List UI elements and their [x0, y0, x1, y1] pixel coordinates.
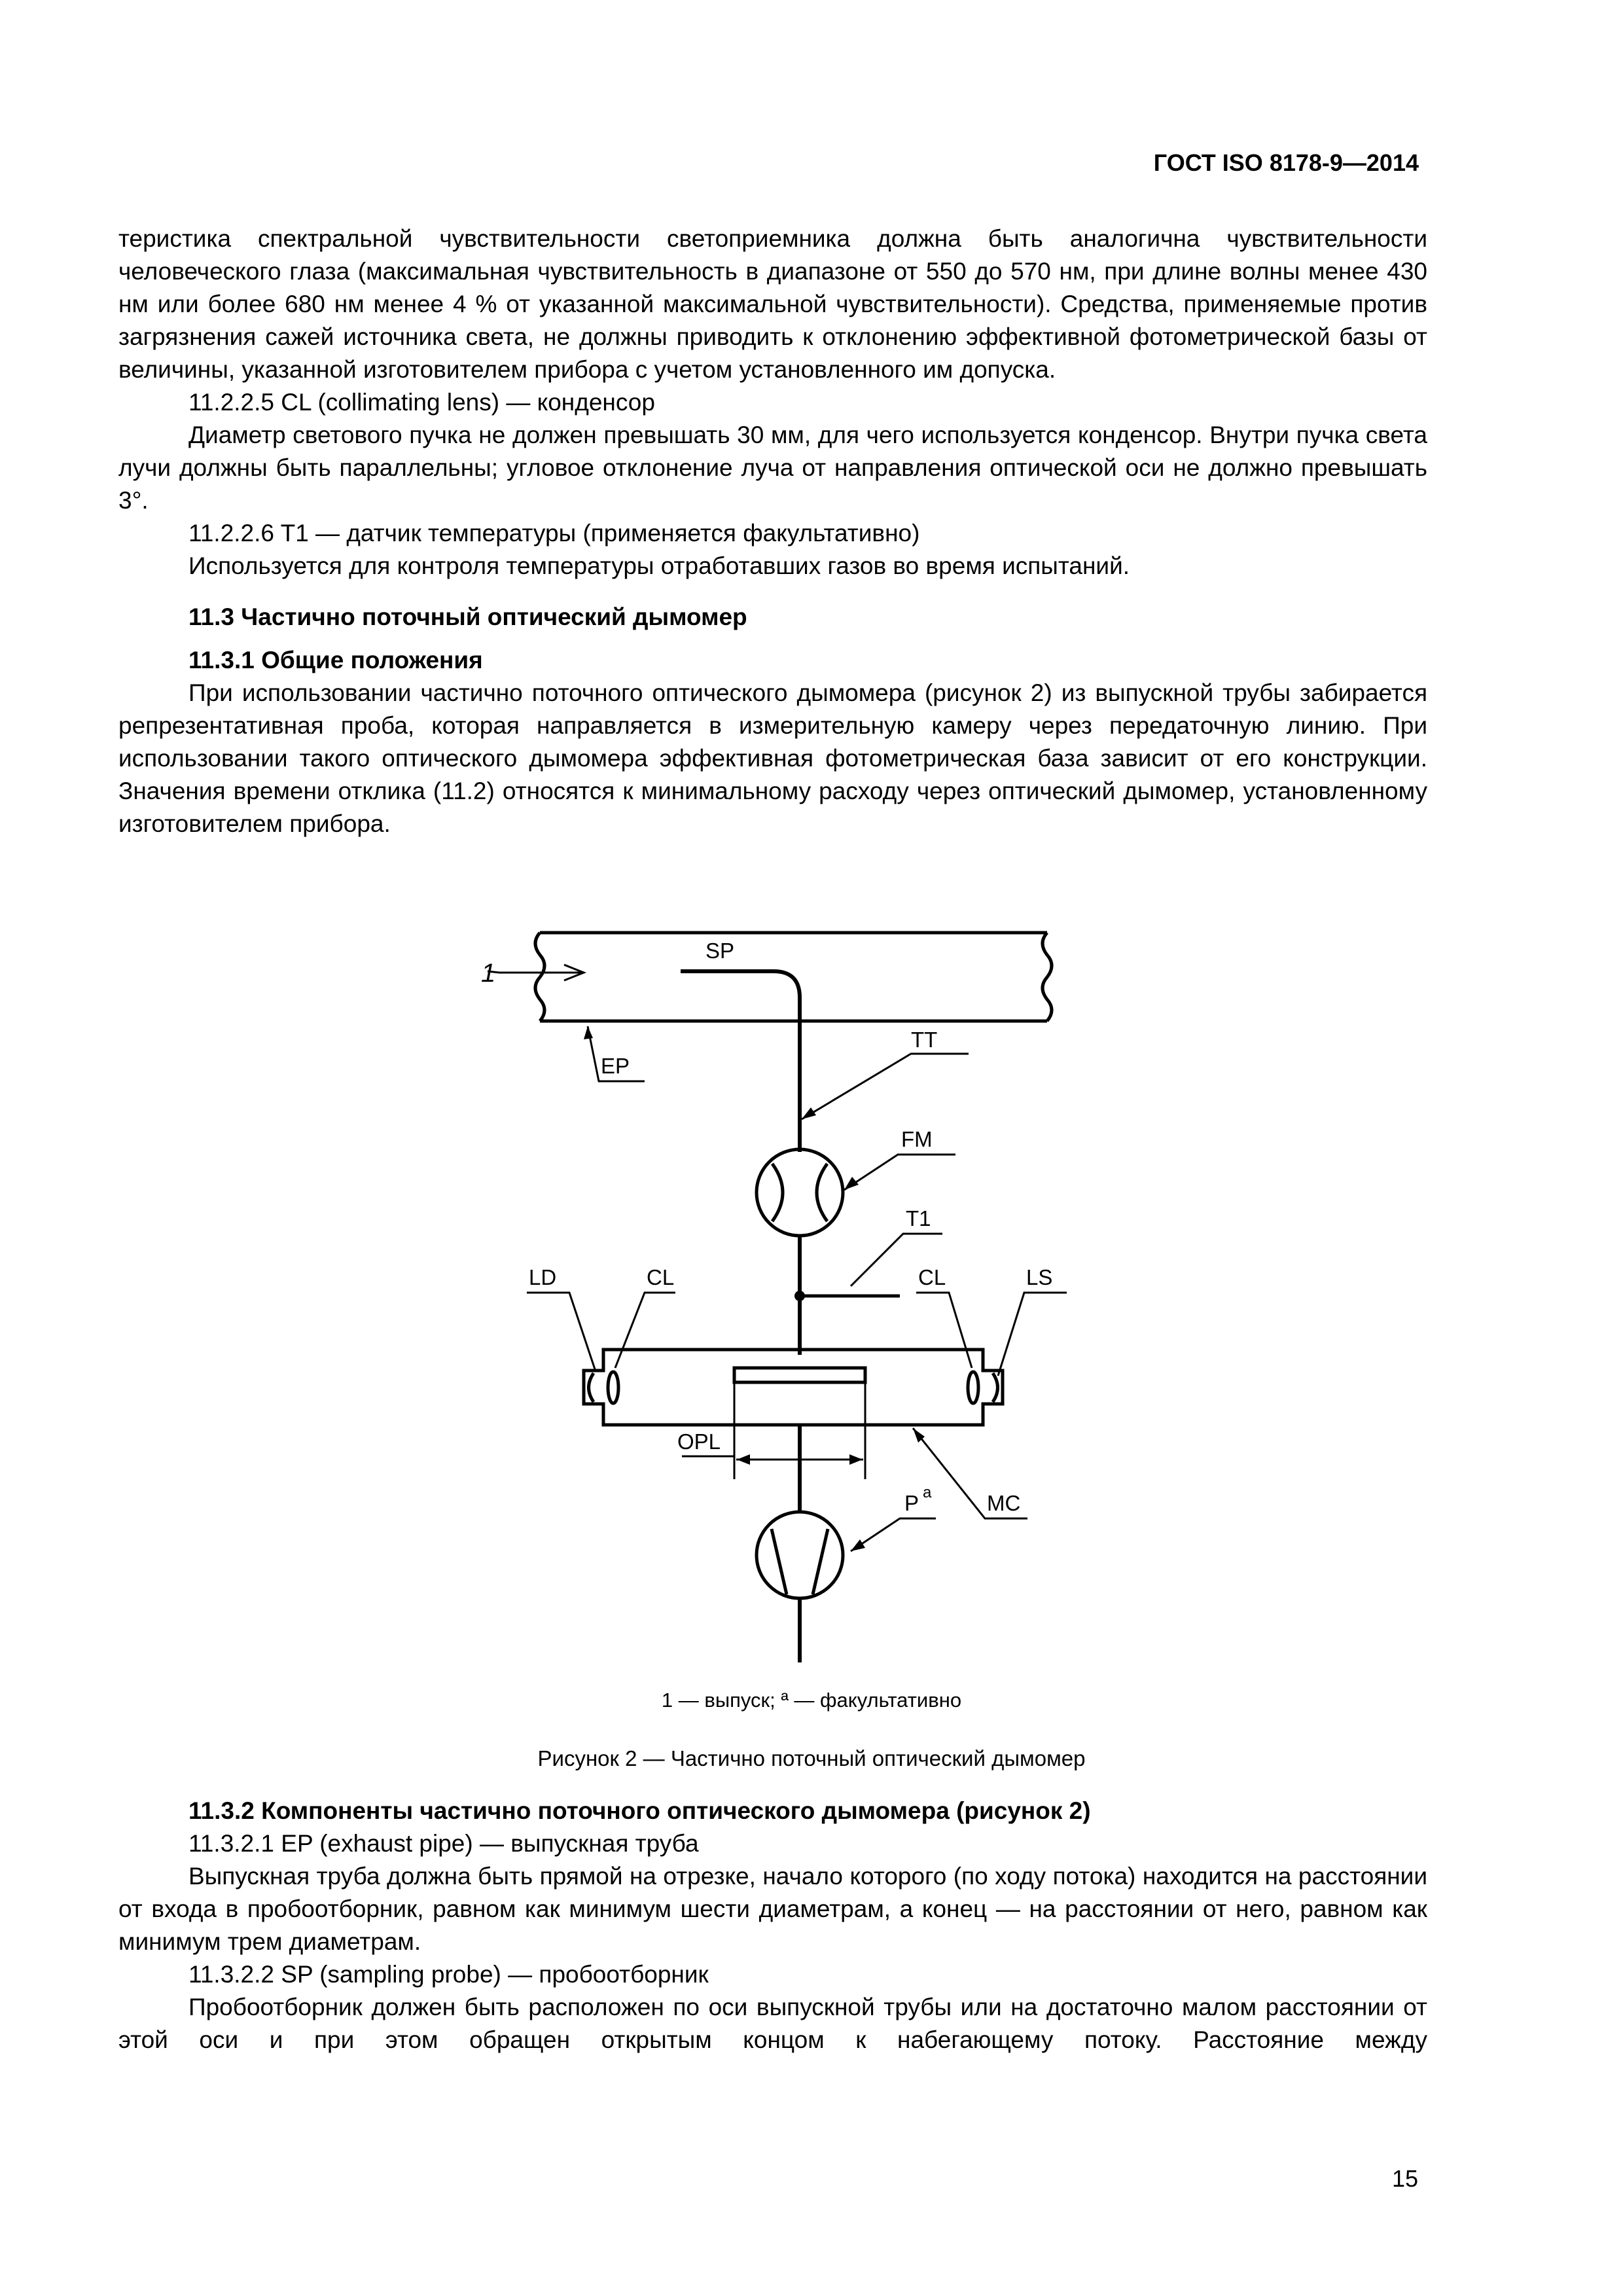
section-11-3-heading: 11.3 Частично поточный оптический дымомер	[188, 603, 747, 630]
lower-text-block	[118, 1795, 1427, 2056]
cl-right-leader	[916, 1293, 972, 1368]
page-number: 15	[1391, 2165, 1418, 2192]
label-t1: T1	[906, 1206, 931, 1230]
document-code: ГОСТ ISO 8178-9—2014	[1153, 149, 1419, 176]
fm-leader	[844, 1155, 955, 1190]
tt-leader	[802, 1054, 969, 1119]
measuring-chamber	[584, 1350, 1003, 1425]
sampling-probe	[681, 971, 800, 1021]
label-opl: OPL	[677, 1429, 721, 1454]
exhaust-pipe-text: Выпускная труба должна быть прямой на отрезке, начало которого (по ходу потока) находится на расстоянии от входа в пробоотборник, равном как минимум шести диаметрам, а конец — на расстоянии от него, равном как минимум трем диаметрам.	[118, 1863, 1427, 1955]
pump	[757, 1512, 843, 1598]
label-ls: LS	[1026, 1265, 1053, 1289]
flow-meter-arc-left	[772, 1164, 783, 1221]
item-11-3-2-2: 11.3.2.2 SP (sampling probe) — пробоотборник	[188, 1961, 709, 1988]
label-ld: LD	[529, 1265, 557, 1289]
figure-caption: Рисунок 2 — Частично поточный оптический дымомер	[537, 1746, 1086, 1770]
general-provisions-text: При использовании частично поточного оптического дымомера (рисунок 2) из выпускной трубы забирается репрезентативная проба, которая направляется в измерительную камеру через передаточную линию. При использовании такого оптического дымомера эффективная фотометрическая база зависит от его конструкции. Значения времени отклика (11.2) относятся к минимальному расходу через оптический дымомер, установленному изготовителем прибора.	[118, 679, 1427, 837]
label-p: P	[904, 1491, 919, 1515]
ls-leader	[998, 1293, 1067, 1376]
figure-2	[0, 903, 1623, 1728]
section-11-3-2-heading: 11.3.2 Компоненты частично поточного оптического дымомера (рисунок 2)	[188, 1797, 1091, 1824]
label-mc: MC	[987, 1491, 1021, 1515]
label-sp: SP	[705, 939, 735, 963]
collimating-lens-text: Диаметр светового пучка не должен превышать 30 мм, для чего используется конденсор. Внутри пучка света лучи должны быть параллельны; угловое отклонение луча от направления оптической оси не должно превышать 3°.	[118, 422, 1427, 514]
label-inlet: 1	[481, 959, 496, 988]
label-fm: FM	[901, 1127, 933, 1151]
label-ep: EP	[601, 1054, 630, 1078]
light-detector	[589, 1373, 594, 1402]
item-11-2-2-5: 11.2.2.5 CL (collimating lens) — конденсор	[188, 389, 655, 416]
label-cl-right: CL	[918, 1265, 946, 1289]
pump-vane-left	[772, 1529, 787, 1594]
collimating-lens-left	[608, 1372, 618, 1403]
smoke-meter-diagram	[0, 903, 1623, 1728]
upper-text-block	[118, 223, 1427, 840]
label-cl-left: CL	[647, 1265, 675, 1289]
light-source	[993, 1373, 998, 1402]
item-11-3-2-1: 11.3.2.1 EP (exhaust pipe) — выпускная труба	[188, 1830, 699, 1857]
label-p-superscript: a	[923, 1484, 932, 1501]
flow-meter	[757, 1149, 843, 1236]
opl-plate	[734, 1368, 865, 1382]
section-11-3-1-heading: 11.3.1 Общие положения	[188, 647, 483, 673]
item-11-2-2-6: 11.2.2.6 T1 — датчик температуры (применяется факультативно)	[188, 520, 920, 547]
collimating-lens-right	[968, 1372, 978, 1403]
t1-junction	[794, 1291, 805, 1301]
sampling-probe-text: Пробоотборник должен быть расположен по оси выпускной трубы или на достаточно малом расстоянии от этой оси и при этом обращен открытым концом к набегающему потоку. Расстояние между	[118, 1994, 1427, 2053]
temperature-sensor-text: Используется для контроля температуры отработавших газов во время испытаний.	[188, 552, 1130, 579]
ld-leader	[527, 1293, 596, 1371]
cl-left-leader	[615, 1293, 675, 1368]
flow-meter-arc-right	[817, 1164, 827, 1221]
label-tt: TT	[911, 1028, 938, 1052]
pipe-break-right	[1043, 933, 1052, 1021]
pump-vane-right	[813, 1529, 828, 1594]
pipe-break-left	[535, 933, 544, 1021]
figure-note: 1 — выпуск; ª — факультативно	[661, 1689, 962, 1712]
continued-paragraph: теристика спектральной чувствительности светоприемника должна быть аналогична чувствительности человеческого глаза (максимальная чувствительность в диапазоне от 550 до 570 нм, при длине волны менее 430 нм или более 680 нм менее 4 % от указанной максимальной чувствительности). Средства, применяемые против загрязнения сажей источника света, не должны приводить к отклонению эффективной фотометрической базы от величины, указанной изготовителем прибора с учетом установленного им допуска.	[118, 225, 1427, 383]
